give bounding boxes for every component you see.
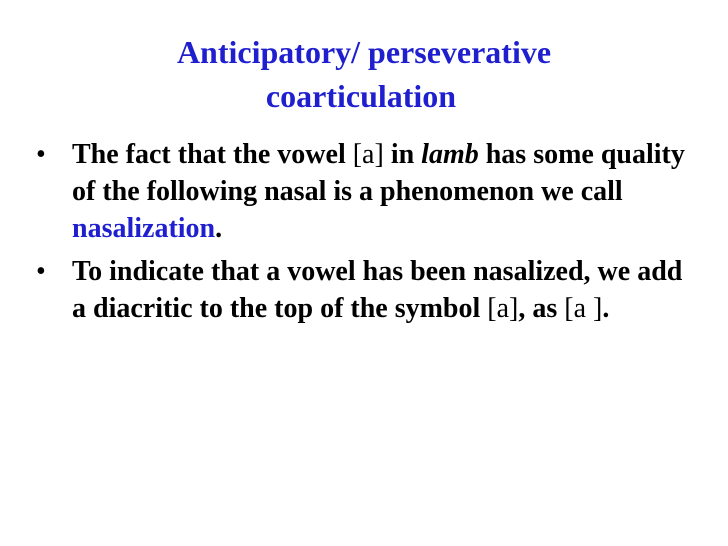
title-line-1: Anticipatory/ perseverative (176, 34, 552, 70)
title-line-2: coarticulation (265, 78, 457, 114)
bullet1-word-lamb: lamb (421, 139, 479, 170)
slide-title (0, 30, 728, 118)
bullet1-text-2: in (383, 139, 422, 170)
bullet2-phonetic-a: [a] (487, 293, 519, 324)
bullet-item-diacritic (36, 253, 696, 327)
bullet-list (36, 136, 696, 333)
bullet2-text-2: , as (518, 293, 565, 324)
bullet1-phonetic-a: [a] (352, 139, 384, 170)
bullet1-text-3: has some quality of the following nasal is a phenomenon we call (72, 139, 685, 207)
bullet-dot-icon: • (36, 256, 46, 287)
bullet1-text-4: . (215, 213, 223, 244)
bullet-item-nasalization (36, 136, 696, 247)
bullet2-phonetic-nasalized-a: [a ] (564, 293, 603, 324)
bullet2-text-3: . (602, 293, 610, 324)
bullet1-term-nasalization: nasalization (72, 213, 216, 244)
bullet1-text-1: The fact that the vowel (72, 139, 353, 170)
bullet2-text-1: To indicate that a vowel has been nasalized, we add a diacritic to the top of the symbol (72, 256, 683, 324)
bullet-dot-icon: • (36, 139, 46, 170)
